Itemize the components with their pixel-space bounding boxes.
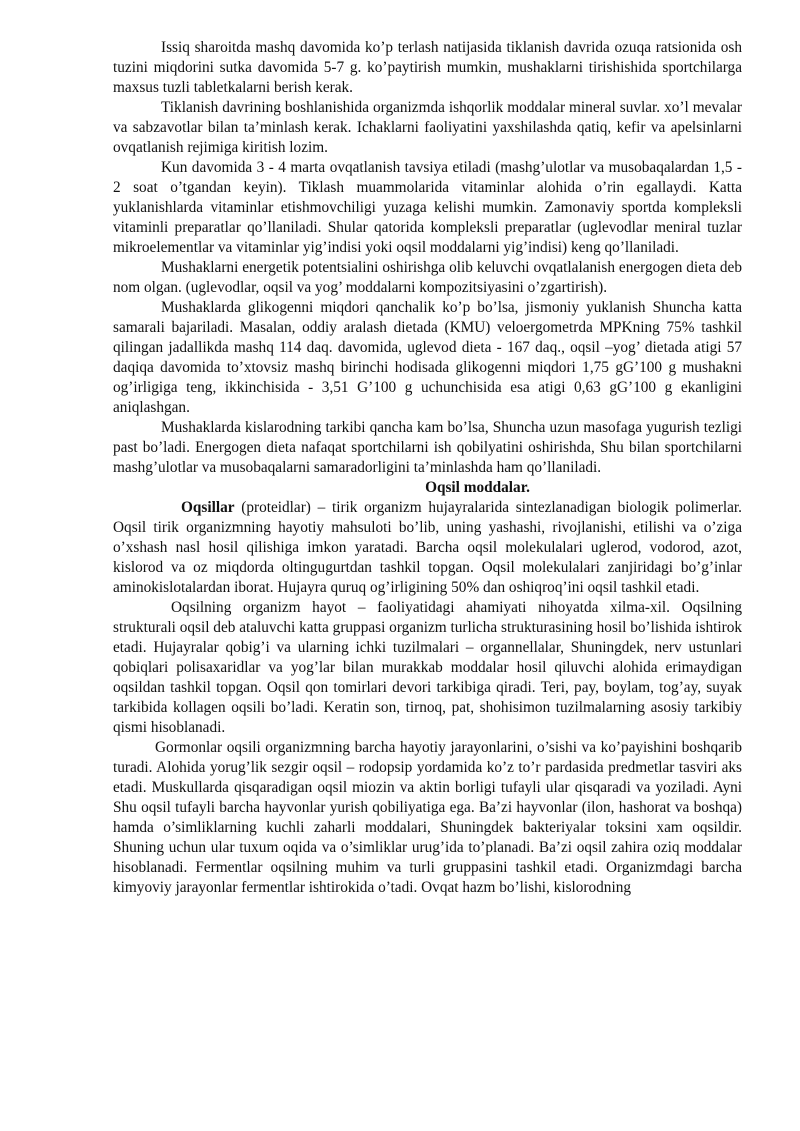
paragraph-6: Mushaklarda kislarodning tarkibi qancha kam bo’lsa, Shuncha uzun masofaga yugurish tezligi past bo’ladi. Energogen dieta nafaqat sportchilarni ish qobilyatini oshirishda, Shu bilan sportchilarni mashg’ulotlar va musobaqalarni samaradorligini ta’minlashda ham qo’llaniladi.: [113, 419, 742, 476]
section-lead-text: (proteidlar) – tirik organizm hujayralarida sintezlanadigan biologik polimerlar. Oqsil tirik organizmning hayotiy mahsuloti bo’lib, uning yashashi, rivojlanishi, etilishi va o’ziga o’xshash nasl hosil qilishiga imkon yaratadi. Barcha oqsil molekulalari uglerod, vodorod, azot, kislorod va oz miqdorda oltingugurtdan tashkil topgan. Oqsil molekulalari zanjiridagi bo’g’inlar aminokislotalardan iborat. Hujayra quruq og’irligining 50% dan oshiqroq’ini oqsil tashkil etadi.: [113, 499, 742, 596]
section-lead-paragraph: [113, 498, 742, 598]
paragraph-2: Tiklanish davrining boshlanishida organizmda ishqorlik moddalar mineral suvlar. xo’l mevalar va sabzavotlar bilan ta’minlash kerak. Ichaklarni faoliyatini yaxshilashda qatiq, kefir va apelsinlarni ovqatlanish rejimiga kiritish lozim.: [113, 99, 742, 156]
paragraph-4: Mushaklarni energetik potentsialini oshirishga olib keluvchi ovqatlalanish energogen dieta deb nom olgan. (uglevodlar, oqsil va yog’ moddalarni kompozitsiyasini o’zgartirish).: [113, 259, 742, 296]
paragraph-5: Mushaklarda glikogenni miqdori qanchalik ko’p bo’lsa, jismoniy yuklanish Shuncha katta samarali bajariladi. Masalan, oddiy aralash dietada (KMU) veloergometrda MPKning 75% tashkil qilingan jadallikda mashq 114 daq. davomida, uglevod dieta - 167 daq., oqsil –yog’ dietada atigi 57 daqiqa davomida to’xtovsiz mashq birinchi hodisada glikogenni miqdori 1,75 gG’100 g mushakni og’irligiga teng, ikkinchisida - 3,51 G’100 g uchunchisida esa atigi 0,63 gG’100 g ekanligini aniqlashgan.: [113, 299, 742, 416]
section-paragraph-1: Oqsilning organizm hayot – faoliyatidagi ahamiyati nihoyatda xilma-xil. Oqsilning strukturali oqsil deb ataluvchi katta gruppasi organizm turlicha strukturasining hosil bo’lishida ishtirok etadi. Hujayralar qobig’i va ularning ichki tuzilmalari – organnellalar, Shuningdek, nerv ustunlari qobiqlari polisaxaridlar va yog’lar bilan murakkab moddalar hosil qiluvchi alohida erimaydigan oqsildan tashkil topgan. Oqsil qon tomirlari devori tarkibiga qiradi. Teri, pay, boylam, tog’ay, suyak tarkibida kollagen oqsili bo’ladi. Keratin son, tirnoq, pat, shohisimon tuzilmalarning asosiy tarkibiy qismi hisoblanadi.: [113, 599, 742, 736]
section-heading: Oqsil moddalar.: [425, 479, 530, 496]
paragraph-1: Issiq sharoitda mashq davomida ko’p terlash natijasida tiklanish davrida ozuqa ratsionida osh tuzini miqdorini sutka davomida 5-7 g. ko’paytirish mumkin, mushaklarni tirishishida sportchilarga maxsus tuzli tabletkalarni berish kerak.: [113, 39, 742, 96]
section-lead-term: Oqsillar: [181, 499, 235, 516]
section-paragraph-2: Gormonlar oqsili organizmning barcha hayotiy jarayonlarini, o’sishi va ko’payishini boshqarib turadi. Alohida yorug’lik sezgir oqsil – rodopsip yordamida ko’z to’r pardasida predmetlar tasviri aks etadi. Muskullarda qisqaradigan oqsil miozin va aktin borligi tufayli ular qisqaradi va yoziladi. Ayni Shu oqsil tufayli barcha hayvonlar yurish qobiliyatiga ega. Ba’zi hayvonlar (ilon, hashorat va boshqa) hamda o’simliklarning kuchli zaharli moddalari, Shuningdek bakteriyalar toksini xam oqsildir. Shuning uchun ular tuxum oqida va o’simliklar urug’ida to’planadi. Ba’zi oqsil zahira oziq moddalar hisoblanadi. Fermentlar oqsilning muhim va turli gruppasini tashkil etadi. Organizmdagi barcha kimyoviy jarayonlar fermentlar ishtirokida o’tadi. Ovqat hazm bo’lishi, kislorodning: [113, 739, 742, 896]
paragraph-3: Kun davomida 3 - 4 marta ovqatlanish tavsiya etiladi (mashg’ulotlar va musobaqalardan 1,5 - 2 soat o’tgandan keyin). Tiklash muammolarida vitaminlar alohida o’rin egallaydi. Katta yuklanishlarda vitaminlar etishmovchiligi yuzaga kelishi mumkin. Zamonaviy sportda kompleksli vitaminli preparatlar qo’llaniladi. Shular qatorida kompleksli preparatlar (uglevodlar meniral tuzlar mikroelementlar va vitaminlar yig’indisi yoki oqsil moddalarni yig’indisi) keng qo’llaniladi.: [113, 159, 742, 256]
